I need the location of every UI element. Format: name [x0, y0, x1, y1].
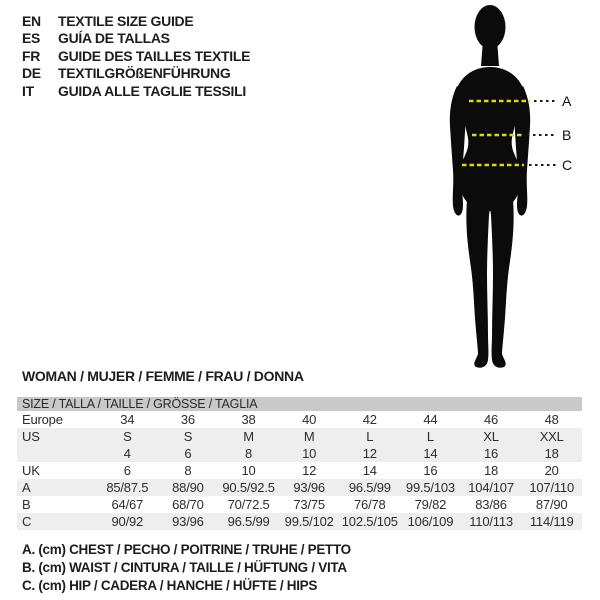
size-cell: 48 [544, 412, 559, 427]
size-cell: 6 [123, 463, 131, 478]
size-cell: 42 [362, 412, 377, 427]
row-label: Europe [22, 412, 63, 427]
size-cell: 99.5/103 [405, 480, 455, 495]
language-row-it [22, 82, 250, 100]
table-row [17, 513, 582, 530]
size-cell: 10 [241, 463, 256, 478]
size-cell: 4 [123, 446, 131, 461]
language-code: ES [22, 30, 41, 47]
size-cell: XXL [539, 429, 564, 444]
row-label: B [22, 497, 31, 512]
table-row [17, 496, 582, 513]
size-cell: 99.5/102 [284, 514, 334, 529]
size-cell: 64/67 [111, 497, 144, 512]
size-cell: 96.5/99 [348, 480, 391, 495]
language-row-de [22, 65, 250, 83]
size-cell: 90.5/92.5 [222, 480, 275, 495]
size-cell: 12 [362, 446, 377, 461]
size-cell: 18 [544, 446, 559, 461]
size-cell: 88/90 [172, 480, 204, 495]
size-cell: 40 [302, 412, 317, 427]
size-cell: 44 [423, 412, 438, 427]
size-cell: 36 [180, 412, 195, 427]
size-cell: 76/78 [354, 497, 386, 512]
size-cell: 6 [184, 446, 192, 461]
language-row-es [22, 30, 250, 48]
table-row [17, 428, 582, 445]
size-cell: 20 [544, 463, 559, 478]
row-label: C [22, 514, 32, 529]
size-cell: 70/72.5 [227, 497, 270, 512]
size-cell: 106/109 [407, 514, 454, 529]
language-code: FR [22, 47, 41, 64]
section-title: WOMAN / MUJER / FEMME / FRAU / DONNA [22, 368, 304, 384]
legend-hip: C. (cm) HIP / CADERA / HANCHE / HÜFTE / HIPS [22, 578, 318, 593]
size-table [17, 397, 582, 530]
table-row [17, 411, 582, 428]
marker-label-a: A [562, 93, 572, 109]
table-row [17, 462, 582, 479]
size-cell: 38 [241, 412, 256, 427]
size-cell: 93/96 [293, 480, 325, 495]
size-cell: 14 [362, 463, 377, 478]
language-code: IT [22, 82, 34, 99]
table-row [17, 445, 582, 462]
size-cell: 16 [423, 463, 438, 478]
size-cell: 79/82 [414, 497, 447, 512]
table-row [17, 479, 582, 496]
language-title: GUÍA DE TALLAS [58, 30, 170, 47]
row-label: A [22, 480, 31, 495]
size-cell: 90/92 [111, 514, 144, 529]
size-cell: 68/70 [172, 497, 204, 512]
size-cell: 104/107 [468, 480, 514, 495]
language-code: DE [22, 65, 41, 82]
size-cell: 114/119 [529, 514, 574, 529]
size-cell: 10 [302, 446, 317, 461]
size-cell: 93/96 [172, 514, 204, 529]
size-cell: XL [483, 429, 499, 444]
size-cell: 87/90 [535, 497, 568, 512]
size-cell: 110/113 [469, 514, 513, 529]
size-cell: 46 [484, 412, 499, 427]
row-label [17, 445, 97, 462]
size-cell: S [123, 429, 132, 444]
language-title: TEXTILE SIZE GUIDE [58, 12, 194, 29]
size-cell: 14 [423, 446, 438, 461]
size-cell: 34 [120, 412, 135, 427]
size-cell: L [366, 429, 374, 444]
language-code: EN [22, 12, 41, 29]
table-header-row [17, 397, 582, 411]
legend-waist: B. (cm) WAIST / CINTURA / TAILLE / HÜFTUNG / VITA [22, 560, 347, 575]
size-cell: 102.5/105 [341, 514, 398, 529]
size-cell: 8 [184, 463, 192, 478]
size-table-body [17, 411, 582, 530]
size-cell: 107/110 [529, 480, 574, 495]
size-cell: 12 [302, 463, 317, 478]
measurement-legend [22, 542, 351, 596]
language-row-fr [22, 47, 250, 65]
language-row-en [22, 12, 250, 30]
language-list [22, 12, 250, 100]
size-cell: 16 [484, 446, 499, 461]
marker-label-c: C [562, 157, 573, 173]
size-cell: 18 [484, 463, 499, 478]
size-cell: 8 [245, 446, 253, 461]
size-cell: M [243, 429, 254, 444]
measurement-figure [408, 0, 598, 380]
size-cell: M [303, 429, 315, 444]
size-cell: 96.5/99 [227, 514, 270, 529]
row-label: UK [22, 463, 40, 478]
size-cell: 73/75 [293, 497, 325, 512]
size-cell: L [426, 429, 434, 444]
size-cell: S [183, 429, 193, 444]
legend-chest: A. (cm) CHEST / PECHO / POITRINE / TRUHE / PETTO [22, 542, 351, 557]
language-title: TEXTILGRÖßENFÜHRUNG [58, 65, 231, 82]
marker-label-b: B [562, 127, 572, 143]
row-label: US [22, 429, 40, 444]
table-header: SIZE / TALLA / TAILLE / GRÖSSE / TAGLIA [17, 397, 582, 411]
size-cell: 83/86 [475, 497, 507, 512]
language-title: GUIDE DES TAILLES TEXTILE [58, 47, 251, 64]
size-cell: 85/87.5 [106, 480, 149, 495]
woman-silhouette-icon [450, 5, 530, 368]
language-title: GUIDA ALLE TAGLIE TESSILI [58, 82, 246, 99]
